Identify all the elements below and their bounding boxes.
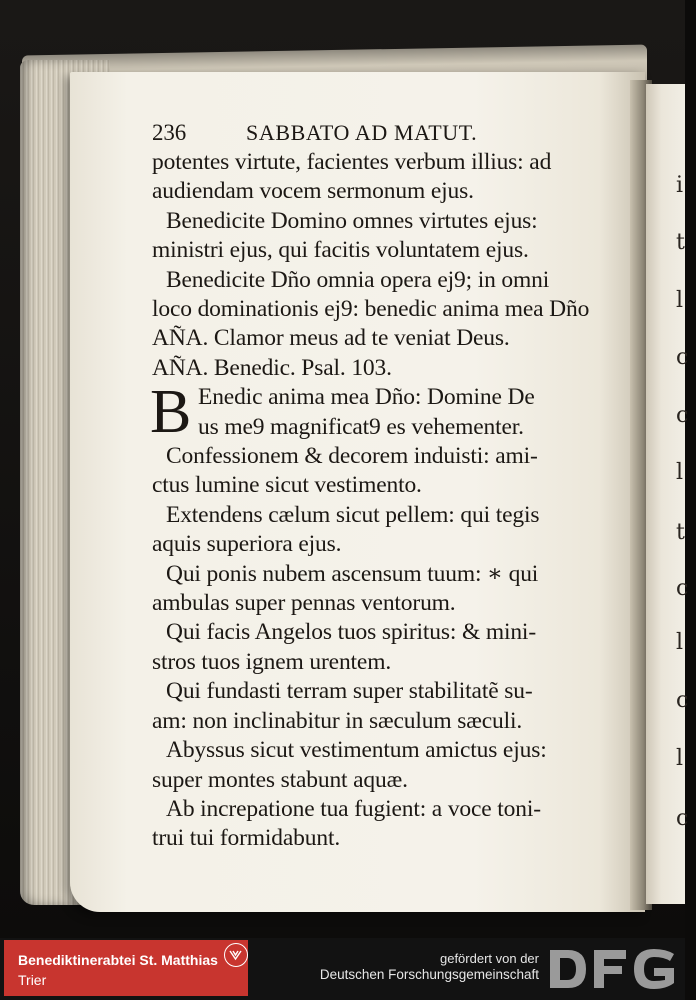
dfg-logo-text: DFG — [548, 948, 551, 949]
text-line: potentes virtute, facientes verbum illius: ad — [152, 149, 552, 175]
text-line: Abyssus sicut vestimentum amictus ejus: — [166, 737, 547, 764]
facing-page-letter: c — [676, 688, 689, 713]
folio-number: 236 — [152, 120, 187, 145]
running-head-title: SABBATO AD MATUT. — [246, 120, 478, 145]
facing-page-letter: i — [676, 173, 684, 198]
funding-line-2: Deutschen Forschungsgemeinschaft — [319, 967, 539, 982]
text-line: Qui facis Angelos tuos spiritus: & mini- — [166, 619, 536, 646]
text-line: Qui fundasti terram super stabilitatẽ su- — [166, 678, 533, 705]
psalm-line-1: Enedic anima mea Dño: Domine De — [198, 384, 535, 411]
facing-page-letter: l — [676, 746, 684, 771]
facing-page-letter: l — [676, 460, 684, 485]
facing-page-letter: l — [676, 630, 684, 655]
text-line: trui tui formidabunt. — [152, 825, 341, 852]
text-line: Extendens cælum sicut pellem: qui tegis — [166, 501, 540, 528]
text-line: Qui ponis nubem ascensum tuum: ∗ qui — [166, 560, 539, 587]
facing-page-letter: c — [676, 403, 689, 428]
text-line: am: non inclinabitur in sæculum sæculi. — [152, 707, 523, 734]
text-line: loco dominationis ej9: benedic anima mea Dño — [152, 296, 590, 323]
text-lines-before — [152, 148, 627, 383]
institution-city: Trier — [18, 972, 47, 988]
psalm-line-2: us me9 magnificat9 es vehementer. — [198, 413, 524, 440]
text-lines-after — [152, 442, 627, 854]
abbey-emblem-icon — [224, 943, 248, 967]
facing-page-letter: c — [676, 806, 689, 831]
facing-page-letter: c — [676, 345, 689, 370]
drop-cap: B — [150, 378, 192, 447]
text-line: AÑA. Clamor meus ad te veniat Deus. — [152, 325, 510, 352]
text-line: stros tuos ignem urentem. — [152, 648, 392, 675]
dfg-logo[interactable] — [548, 948, 678, 990]
text-line: Benedicite Domino omnes virtutes ejus: — [166, 207, 538, 234]
facing-page-letter: t — [676, 230, 685, 255]
facing-page-letter: l — [676, 288, 684, 313]
facing-page-text — [676, 0, 696, 938]
text-line: Confessionem & decorem induisti: ami- — [166, 443, 538, 470]
text-line: audiendam vocem sermonum ejus. — [152, 178, 474, 205]
funding-line-1: gefördert von der — [439, 951, 539, 966]
text-line: super montes stabunt aquæ. — [152, 766, 408, 793]
text-line: Ab increpatione tua fugient: a voce toni- — [166, 795, 541, 822]
facing-page-letter: t — [676, 520, 685, 545]
text-line: ctus lumine sicut vestimento. — [152, 472, 422, 499]
text-line: aquis superiora ejus. — [152, 531, 342, 558]
footer-bar — [0, 938, 685, 1000]
page-text — [152, 118, 627, 854]
psalm-opening — [150, 378, 627, 447]
facing-page-letter: c — [676, 576, 689, 601]
running-head — [152, 118, 627, 148]
institution-box[interactable] — [4, 940, 248, 996]
text-line: ministri ejus, qui facitis voluntatem ejus. — [152, 237, 529, 264]
text-line: ambulas super pennas ventorum. — [152, 590, 456, 617]
text-line: Benedicite Dño omnia opera ej9; in omni — [166, 266, 550, 293]
institution-name: Benediktinerabtei St. Matthias — [18, 952, 218, 968]
text-line: AÑA. Benedic. Psal. 103. — [152, 354, 392, 381]
